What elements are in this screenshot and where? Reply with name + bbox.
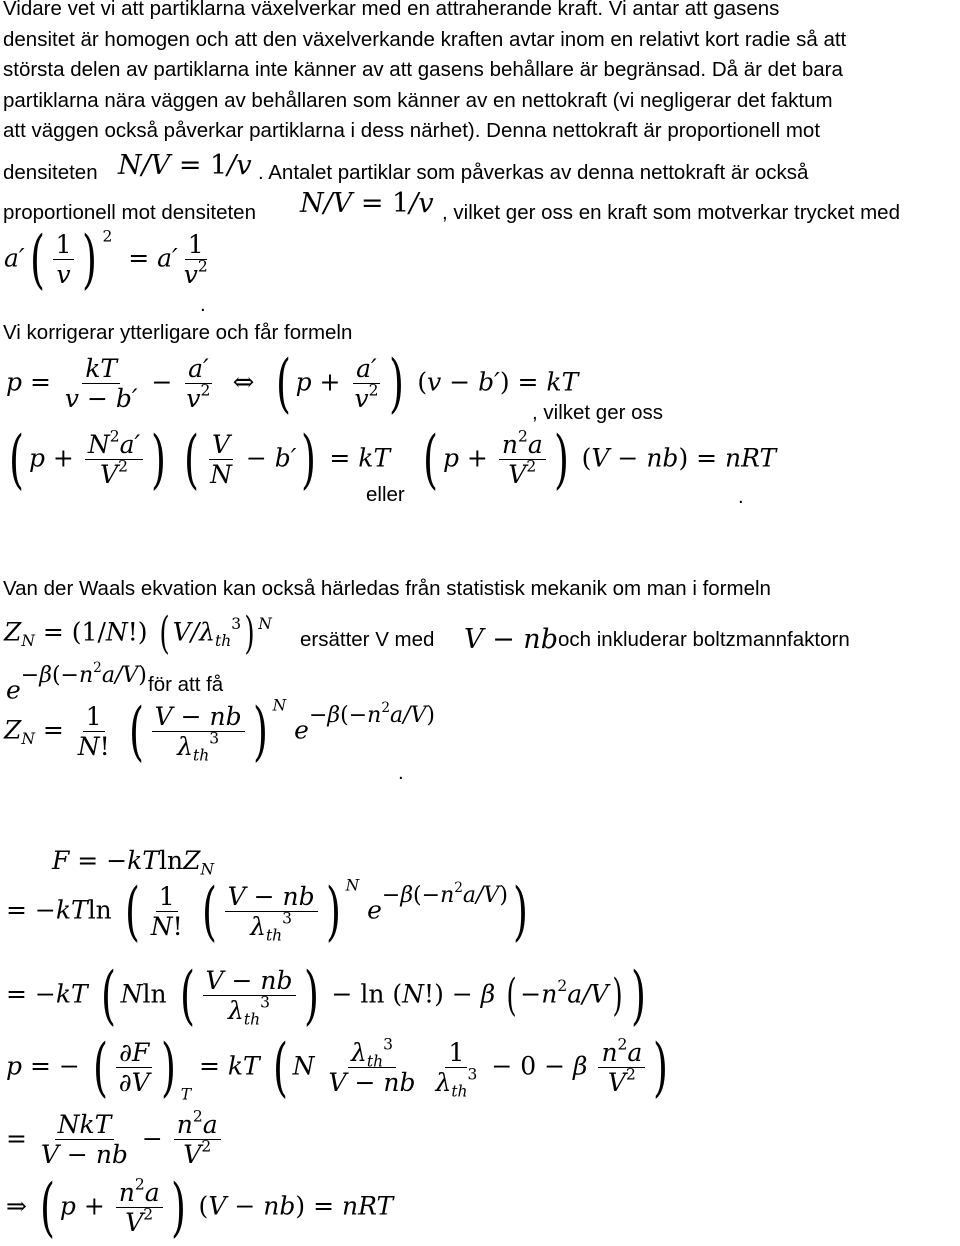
pressure-derivation: p = − ( $\frac{\partial F}{\partial V}$ ) $_T$ = kT ( N $\frac{\lambda_{th}^3}{V - nb}$ $\frac{1}{\lambda_{th}^3}$ − 0 − β $\frac{n^2a}{V^2}$ ) <box>6 1031 669 1105</box>
free-energy: F = −kTlnZ$_N$ <box>52 846 215 879</box>
final-van-der-waals: ⇒ ( p + $\frac{n^2a}{V^2}$ ) (V − nb) = nRT <box>6 1171 394 1245</box>
intro-line-1: Vidare vet vi att partiklarna växelverkar med en attraherande kraft. Vi antar att gasens <box>3 0 780 20</box>
intro-line-5: att väggen också påverkar partiklarna i dess närhet). Denna nettokraft är proportionell mot <box>3 119 821 142</box>
van-der-waals-equation: ( p + $\frac{n^2a}{V^2}$ ) (V − nb) = nRT <box>422 423 777 497</box>
include-text: och inkluderar boltzmannfaktorn <box>558 628 850 651</box>
intro-line-3: största delen av partiklarna inte känner av att gasens behållare är begränsad. Då är det bara <box>3 58 843 81</box>
correction-text: Vi korrigerar ytterligare och får formeln <box>3 321 353 344</box>
or-text: eller <box>366 483 405 506</box>
vdw-text: Van der Waals ekvation kan också härledas från statistisk mekanik om man i formeln <box>3 577 771 600</box>
density-formula-1: N/V = 1/v <box>118 150 252 181</box>
free-energy-step-2: = −kT ( Nln ( $\frac{V - nb}{\lambda_{th}^3}$ ) − ln (N!) − β ( $-n^2a/V$) ) <box>6 959 646 1033</box>
period-2: . <box>738 485 744 508</box>
period-1: . <box>200 293 206 316</box>
pressure-formula-1: p = $\frac{kT}{v - b'}$ − $\frac{a'}{v^2}$ ⇔ ( p + $\frac{a'}{v^2}$ ) (v − b′) = kT <box>6 347 579 421</box>
boltzmann-factor: $e^{-\beta(-n^2a/V)}$ <box>6 660 147 705</box>
replace-text: ersätter V med <box>300 628 435 651</box>
intro-line-4: partiklarna nära väggen av behållaren som känner av en nettokraft (vi negligerar det faktum <box>3 88 833 112</box>
intro-line-6-start: densiteten <box>3 161 98 184</box>
intro-line-6-end: . Antalet partiklar som påverkas av denna nettokraft är också <box>258 161 809 184</box>
toget-text: för att få <box>148 673 224 696</box>
intro-line-2: densitet är homogen och att den växelverkande kraften avtar inom en relativt kort radie så att <box>3 27 847 51</box>
free-energy-step-1: = −kTln ( $\frac{1}{N!}$ ( $\frac{V - nb}{\lambda_{th}^3}$ ) $^N$ $e^{-\beta(-n^2a/V)}$) <box>6 875 528 949</box>
intro-paragraph <box>3 0 958 147</box>
volume-replacement: V − nb <box>464 624 558 655</box>
pressure-result: = $\frac{\text{NkT}}{V - nb}$ − $\frac{n^2a}{V^2}$ <box>6 1112 224 1169</box>
gives-text: , vilket ger oss <box>532 401 664 424</box>
partition-function: $Z_N = (1/N!)$ ( $V/\lambda_{th}^3$) $^N$ <box>4 608 272 659</box>
intro-line-7-start: proportionell mot densiteten <box>3 201 256 224</box>
modified-partition-function: $Z_N$ = $\frac{1}{N!}$ ( $\frac{V - nb}{\lambda_{th}^3}$ ) $^N$ $e^{-\beta(-n^2a/V)}$ <box>4 695 435 769</box>
period-3: . <box>398 761 404 784</box>
attraction-formula: a′( $\frac{1}{v}$ ) $^2$ = a′ $\frac{1}{v^2}$ <box>4 223 208 297</box>
pressure-formula-2: ( p + $\frac{N^2a'}{V^2}$ ) ( $\frac{V}{N}$ − b′) = kT <box>8 423 391 497</box>
intro-line-7-end: , vilket ger oss en kraft som motverkar trycket med <box>442 201 900 224</box>
density-formula-2: N/V = 1/v <box>300 188 434 219</box>
